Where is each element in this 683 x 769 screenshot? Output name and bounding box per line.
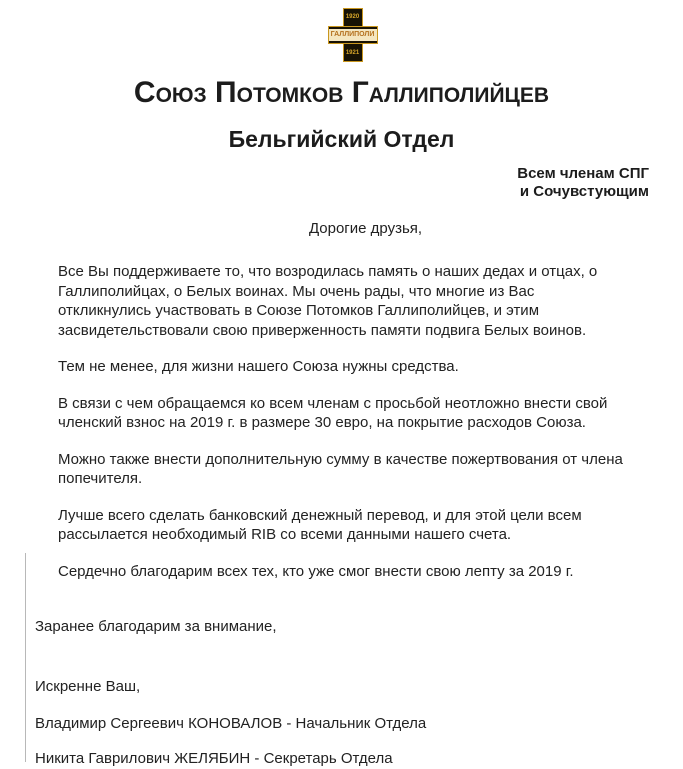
recipient-line-1: Всем членам СПГ — [517, 165, 649, 182]
paragraph-donation: Можно также внести дополнительную сумму в качестве пожертвования от члена попечителя. — [58, 450, 623, 487]
paragraph-funds-needed: Тем не менее, для жизни нашего Союза нужны средства. — [58, 358, 459, 375]
recipient-line-2: и Сочувстующим — [519, 183, 649, 200]
cross-year-top: 1920 — [345, 14, 360, 20]
gallipoli-cross-icon — [328, 8, 378, 62]
department-subtitle: Бельгийский Отдел — [228, 126, 455, 152]
paragraph-thanks-contributors: Сердечно благодарим всех тех, кто уже смог внести свою лепту за 2019 г. — [58, 562, 574, 580]
left-margin-line — [25, 553, 26, 762]
organization-title: Союз Потомков Галлиполийцев — [133, 76, 550, 109]
paragraph-membership-fee: В связи с чем обращаемся ко всем членам с просьбой неотложно внести свой членский взнос на 2019 г. в размере 30 евро, на покрытие расходов Союза. — [58, 394, 608, 431]
paragraph-support: Все Вы поддерживаете то, что возродилась память о наших дедах и отцах, о Галлиполийцах, о Белых воинах. Мы очень рады, что многие из Вас откликнулись участвовать в Союзе Потомков Галлиполийцев, и этим засвидетельствовали свою приверженность памяти подвига Белых воинов. — [58, 263, 598, 339]
emblem-row — [0, 0, 683, 62]
letter-body — [58, 262, 630, 581]
closing-sincerely: Искренне Ваш, — [35, 678, 141, 695]
salutation: Дорогие друзья, — [308, 220, 423, 237]
signature-secretary: Никита Гаврилович ЖЕЛЯБИН - Секретарь Отдела — [35, 750, 393, 767]
cross-band-label: ГАЛЛИПОЛИ — [329, 29, 377, 41]
cross-year-bottom: 1921 — [345, 50, 360, 56]
paragraph-bank-transfer: Лучше всего сделать банковский денежный перевод, и для этой цели всем рассылается необходимый RIB со всеми данными нашего счета. — [58, 506, 582, 543]
closing-thanks: Заранее благодарим за внимание, — [35, 618, 277, 635]
closing-block — [35, 617, 683, 768]
signature-chief: Владимир Сергеевич КОНОВАЛОВ - Начальник Отдела — [35, 715, 427, 732]
recipient-block — [0, 165, 683, 201]
